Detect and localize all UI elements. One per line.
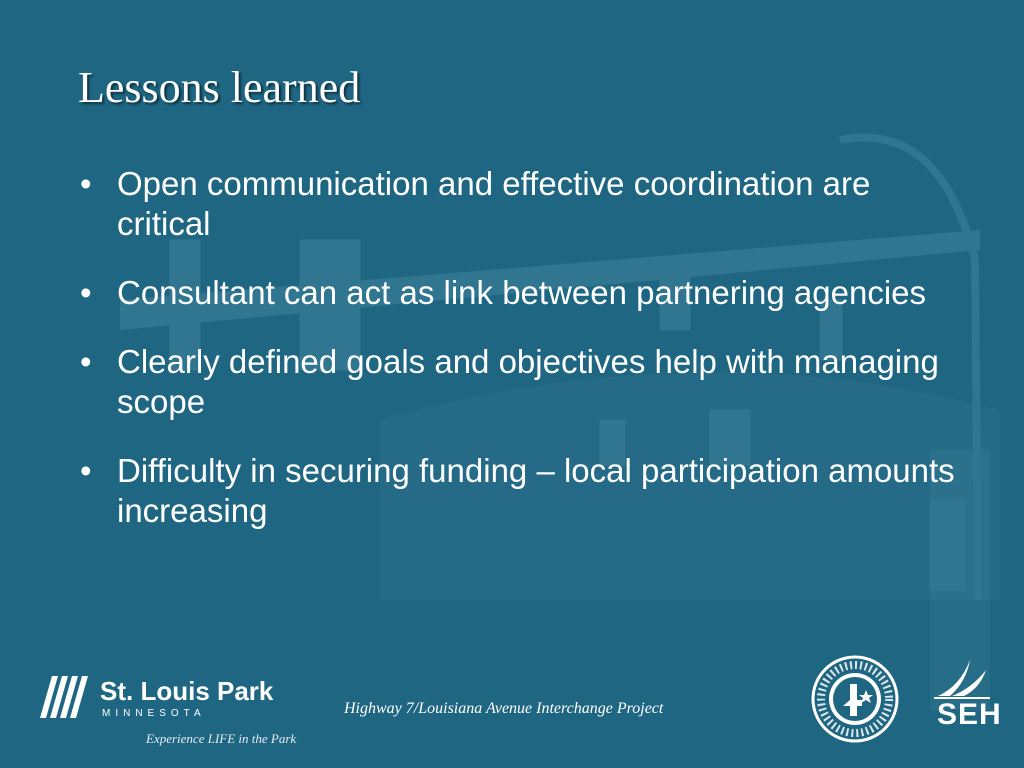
st-louis-park-tagline: Experience LIFE in the Park [146,731,297,746]
bullet-text: Clearly defined goals and objectives help with managing scope [117,343,939,420]
st-louis-park-name: St. Louis Park [100,676,274,706]
bullet-item [78,342,958,422]
bullet-item [78,164,958,244]
bullet-dot-icon: • [80,452,92,489]
seh-name: SEH [937,698,1002,731]
slide-title: Lessons learned [78,63,361,112]
bullet-dot-icon: • [80,343,92,380]
project-footer: Highway 7/Louisiana Avenue Interchange Project [344,700,664,717]
seh-swoosh-icon [930,656,994,700]
bullet-list [78,164,958,560]
mndot-seal-icon [810,654,900,744]
bullet-dot-icon: • [80,274,92,311]
bullet-item [78,451,958,531]
st-louis-park-state: MINNESOTA [102,708,206,719]
st-louis-park-stripes-icon [40,676,96,718]
bullet-text: Difficulty in securing funding – local participation amounts increasing [117,452,955,529]
bullet-dot-icon: • [80,165,92,202]
bullet-text: Consultant can act as link between partnering agencies [117,274,926,311]
bullet-item [78,273,958,313]
bullet-text: Open communication and effective coordination are critical [117,165,871,242]
